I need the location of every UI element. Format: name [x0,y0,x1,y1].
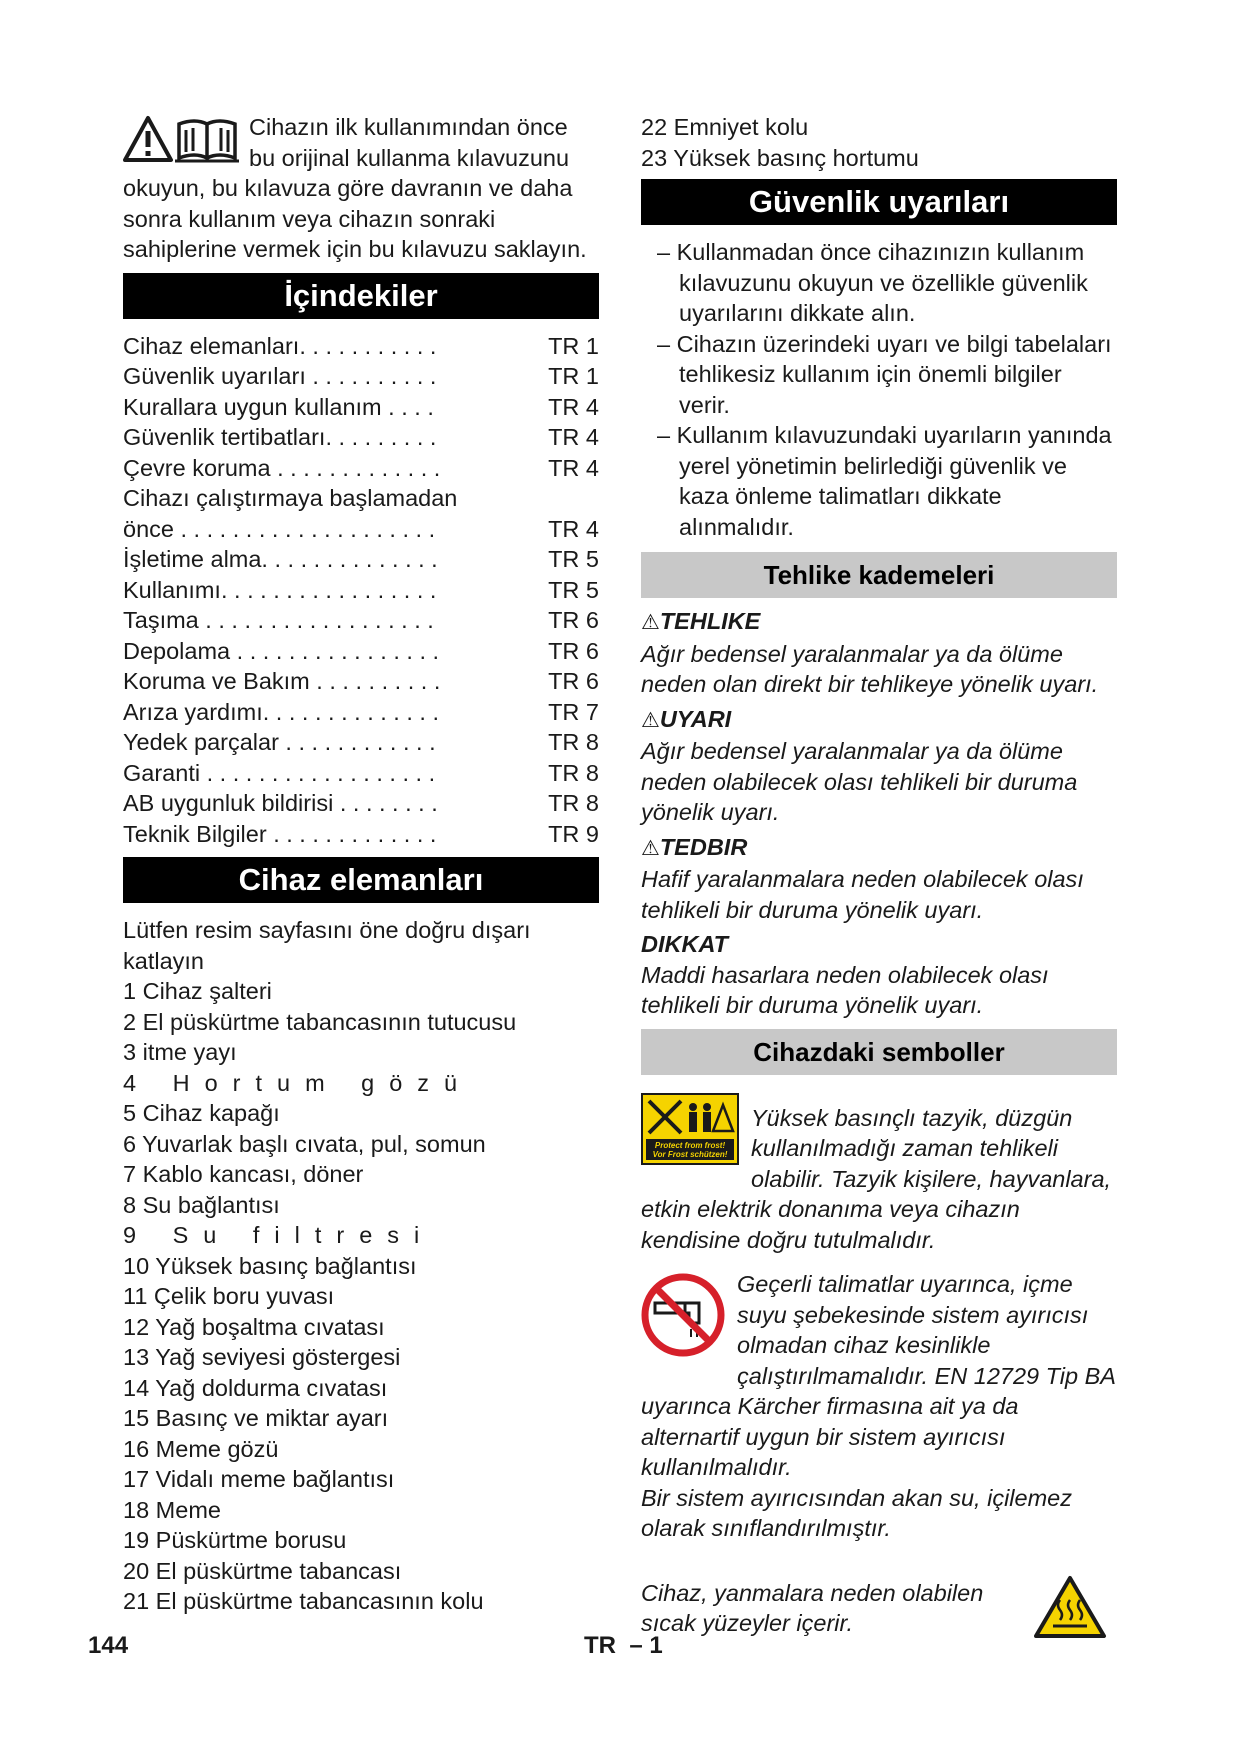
hazard-levels [641,606,1117,1021]
toc-row[interactable] [123,361,599,392]
safety-item: – Kullanmadan önce cihazınızın kullanım kılavuzunu okuyun ve özellikle güvenlik uyarılarını dikkate alın. [657,239,1088,326]
toc-row[interactable] [123,666,599,697]
list-item: 12 Yağ boşaltma cıvatası [123,1313,385,1340]
device-elements-intro: Lütfen resim sayfasını öne doğru dışarı katlayın [123,917,531,974]
toc-page: TR 5 [548,576,599,603]
intro-icons [123,114,243,166]
toc-page: TR 1 [548,332,599,359]
toc-row[interactable] [123,453,599,484]
toc-row[interactable] [123,697,599,728]
toc-page: TR 8 [548,729,599,755]
toc-title: Çevre koruma . . . . . . . . . . . . . [123,454,441,481]
safety-item: – Kullanım kılavuzundaki uyarıların yanında yerel yönetimin belirlediği güvenlik ve kaza önleme talimatları dikkate alınmalıdır. [657,422,1112,540]
drinking-water-text: Geçerli talimatlar uyarınca, içme suyu şebekesinde sistem ayırıcısı olmadan cihaz kesinlikle çalıştırılmamalıdır. EN 12729 Tip BA uyarınca Kärcher firmasına ait ya da alternartif uygun bir sistem ayırıcısı kullanılmalıdır. [641,1271,1116,1480]
toc-page: TR 7 [548,698,599,725]
hazard-text: Ağır bedensel yaralanmalar ya da ölüme neden olabilecek olası tehlikeli bir duruma yönelik uyarı. [641,738,1078,825]
list-item: 8 Su bağlantısı [123,1191,280,1218]
list-item: 13 Yağ seviyesi göstergesi [123,1344,401,1370]
symbol-hot-surface [641,1578,1117,1639]
toc-title: Güvenlik uyarıları . . . . . . . . . . [123,363,437,389]
toc-title: Yedek parçalar . . . . . . . . . . . . [123,729,436,755]
toc-row[interactable] [123,727,599,758]
list-item: 20 El püskürtme tabancası [123,1557,402,1584]
list-item: 15 Basınç ve miktar ayarı [123,1405,389,1431]
hazard-text: Maddi hasarlara neden olabilecek olası tehlikeli bir duruma yönelik uyarı. [641,961,1049,1018]
toc-row[interactable] [123,514,599,545]
hazard-title-warning: ⚠UYARI [641,705,732,732]
list-item: 9 Su filtresi [123,1222,435,1248]
toc-page: TR 5 [548,546,599,572]
hot-surface-text: Cihaz, yanmalara neden olabilen sıcak yüzeyler içerir. [641,1579,984,1636]
device-symbols-heading: Cihazdaki semboller [641,1029,1117,1075]
list-item: 23 Yüksek basınç hortumu [641,144,919,171]
toc-page: TR 8 [548,759,599,786]
manual-book-icon [175,121,239,161]
toc-row[interactable] [123,422,599,453]
toc-page: TR 4 [548,393,599,420]
toc-row[interactable] [123,605,599,636]
intro-block [123,112,599,265]
list-item: 16 Meme gözü [123,1435,279,1462]
list-item: 7 Kablo kancası, döner [123,1161,364,1187]
hazard-title-notice: DIKKAT [641,931,729,957]
toc-title: İşletime alma. . . . . . . . . . . . . . [123,546,438,572]
hazard-title-caution: ⚠TEDBIR [641,833,748,860]
hazard-text: Ağır bedensel yaralanmalar ya da ölüme neden olan direkt bir tehlikeye yönelik uyarı. [641,640,1099,697]
list-item: 6 Yuvarlak başlı cıvata, pul, somun [123,1130,486,1157]
list-item: 3 itme yayı [123,1039,237,1065]
safety-item: – Cihazın üzerindeki uyarı ve bilgi tabelaları tehlikesiz kullanım için önemli bilgiler verir. [657,330,1112,418]
toc-title: Cihaz elemanları. . . . . . . . . . . [123,332,437,359]
symbol-drinking-water [641,1269,1117,1544]
toc-row[interactable] [123,575,599,606]
toc-title: AB uygunluk bildirisi . . . . . . . . [123,790,438,816]
toc-page: TR 6 [548,637,599,664]
toc-title: Güvenlik tertibatları. . . . . . . . . [123,424,437,450]
hazard-text: Hafif yaralanmalara neden olabilecek olası tehlikeli bir duruma yönelik uyarı. [641,866,1084,923]
toc-page: TR 4 [548,424,599,450]
warning-icon: ⚠ [641,708,660,732]
toc-title: Teknik Bilgiler . . . . . . . . . . . . . [123,820,437,847]
warning-icon: ⚠ [641,611,660,634]
list-item: 14 Yağ doldurma cıvatası [123,1374,388,1401]
toc-row[interactable] [123,544,599,575]
list-item: 5 Cihaz kapağı [123,1100,280,1126]
toc-page: TR 6 [548,668,599,694]
list-item: 1 Cihaz şalteri [123,978,272,1004]
hot-surface-icon [1033,1574,1107,1648]
toc-title: Cihazı çalıştırmaya başlamadan [123,485,458,511]
toc-page: TR 9 [548,820,599,847]
list-item: 22 Emniyet kolu [641,114,809,140]
high-pressure-warning-label-icon [641,1093,739,1173]
toc-row[interactable] [123,788,599,819]
list-item: 2 El püskürtme tabancasının tutucusu [123,1008,517,1035]
warning-icon: ⚠ [641,836,660,860]
label-line-2: Vor Frost schützen! [652,1149,728,1159]
toc-row[interactable] [123,819,599,850]
toc-heading: İçindekiler [123,273,599,319]
no-drinking-water-connection-icon [641,1273,725,1365]
intro-text: Cihazın ilk kullanımından önce bu orijinal kullanma kılavuzunu okuyun, bu kılavuza göre davranın ve daha sonra kullanım veya cihazın sonraki sahiplerine vermek için bu kılavuzu saklayın. [123,114,587,262]
toc-row[interactable] [123,636,599,667]
list-item: 4 Hortum gözü [123,1069,473,1096]
toc-page: TR 8 [548,790,599,816]
toc-page: TR 4 [548,515,599,542]
device-elements-heading: Cihaz elemanları [123,857,599,903]
safety-list [641,237,1117,542]
list-item: 21 El püskürtme tabancasının kolu [123,1588,484,1614]
toc-page: TR 4 [548,454,599,481]
toc-page: TR 6 [548,607,599,633]
toc-title: Garanti . . . . . . . . . . . . . . . . . . [123,759,436,786]
toc-row[interactable] [123,392,599,423]
right-column [641,112,1117,1647]
left-column [123,112,599,1617]
toc-title: Arıza yardımı. . . . . . . . . . . . . . [123,698,440,725]
list-item: 19 Püskürtme borusu [123,1527,347,1553]
hazard-levels-heading: Tehlike kademeleri [641,552,1117,598]
high-pressure-text: Yüksek basınçlı tazyik, düzgün kullanılmadığı zaman tehlikeli olabilir. Tazyik kişilere, hayvanlara, etkin elektrik donanıma veya cihazın kendisine doğru tutulmalıdır. [641,1104,1112,1253]
list-item: 17 Vidalı meme bağlantısı [123,1466,395,1492]
device-elements-list [123,976,599,1617]
toc-title: Taşıma . . . . . . . . . . . . . . . . . . [123,607,434,633]
list-item: 10 Yüksek basınç bağlantısı [123,1252,417,1279]
toc-title: Kullanımı. . . . . . . . . . . . . . . . . [123,576,437,603]
toc-row[interactable] [123,331,599,362]
toc-page: TR 1 [548,363,599,389]
symbol-high-pressure [641,1089,1117,1256]
hazard-title-danger: ⚠TEHLIKE [641,608,761,634]
language-page-indicator: TR – 1 [584,1632,663,1659]
toc-title: Depolama . . . . . . . . . . . . . . . . [123,637,440,664]
safety-heading: Güvenlik uyarıları [641,179,1117,225]
toc-title: Koruma ve Bakım . . . . . . . . . . [123,668,441,694]
toc-title: önce . . . . . . . . . . . . . . . . . . . . [123,515,436,542]
toc-title: Kurallara uygun kullanım . . . . [123,393,434,420]
toc-row[interactable] [123,758,599,789]
list-item: 11 Çelik boru yuvası [123,1283,335,1309]
warning-triangle-icon [125,118,171,160]
page-number: 144 [88,1632,129,1659]
list-item: 18 Meme [123,1496,221,1523]
label-line-1: Protect from frost! [654,1140,726,1150]
toc-row[interactable] [123,483,599,514]
drinking-water-text-2: Bir sistem ayırıcısından akan su, içilemez olarak sınıflandırılmıştır. [641,1484,1072,1541]
table-of-contents [123,331,599,850]
